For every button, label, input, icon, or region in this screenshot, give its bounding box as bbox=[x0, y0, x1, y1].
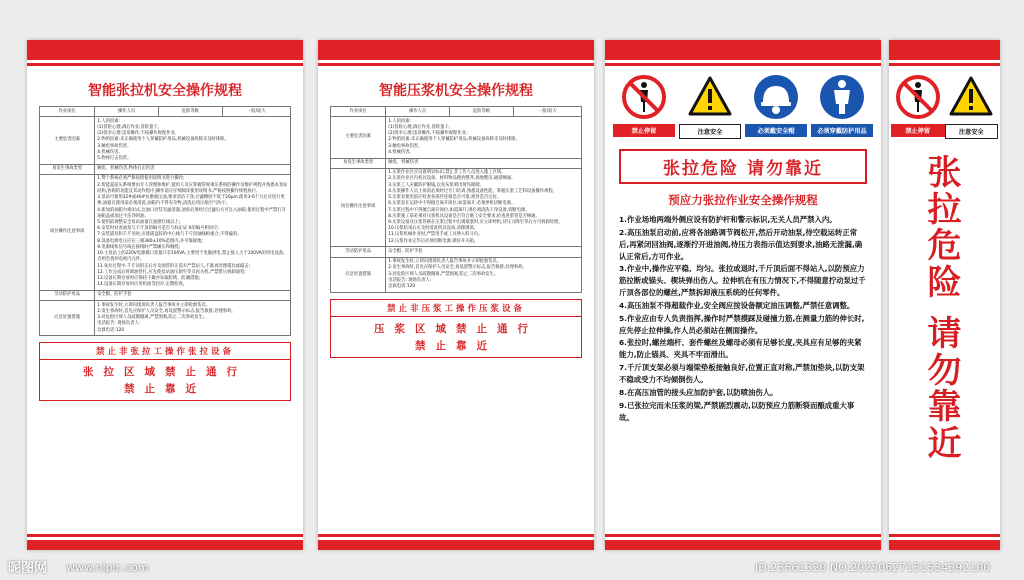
big-warning: 张拉危险 请勿靠近 bbox=[619, 149, 867, 184]
row-line: 2.压浆作业区内机具设备、材料物品摆放整齐,场地整洁,通道畅通。 bbox=[388, 176, 516, 182]
row-value bbox=[95, 174, 291, 290]
row-line: 急救电话:120 bbox=[388, 283, 416, 289]
rules-subtitle: 预应力张拉作业安全操作规程 bbox=[668, 193, 818, 207]
table-row bbox=[40, 301, 291, 336]
level-label: 危险等级 bbox=[158, 107, 222, 117]
watermark-id: ID:23561320 NO:20250627151534392100 bbox=[755, 561, 991, 574]
table-row bbox=[331, 117, 582, 158]
safety-sign bbox=[745, 74, 807, 139]
row-line: 1.人的因素: bbox=[97, 118, 120, 124]
row-line: 4.机械伤害。 bbox=[97, 149, 123, 155]
helmet-icon bbox=[745, 74, 807, 120]
sign-caption: 必须戴安全帽 bbox=[745, 124, 807, 137]
row-line: 3.触电事故伤害。 bbox=[97, 143, 132, 149]
sign-caption: 禁止停留 bbox=[891, 124, 945, 137]
warning-line-1: 禁止非张拉工操作张拉设备 bbox=[40, 343, 290, 360]
rule-item: 7.千斤顶支架必须与端梁垫板接触良好,位置正直对称,严禁加垫块,以防支架不稳或受力不均倾倒伤人。 bbox=[619, 363, 865, 384]
level-label: 危险等级 bbox=[450, 107, 514, 117]
safety-sign bbox=[679, 74, 741, 139]
rule-item: 8.在高压油管的接头应加防护套,以防喷油伤人。 bbox=[619, 387, 778, 397]
watermark-logo: 昵图网 bbox=[8, 561, 48, 576]
row-line: 触电、机械伤害,物体打击伤害 bbox=[97, 166, 155, 172]
row-value bbox=[95, 290, 291, 300]
row-value bbox=[95, 301, 291, 336]
row-line: 电话报告: 现场负责人: bbox=[97, 321, 141, 327]
row-line: 7.压浆过程中不得擅自离开岗位,如需离开,则必须清洗干净设备,切断电源。 bbox=[388, 207, 530, 213]
row-line: 2.物的因素:未正确使用个人穿戴防护用品,机械设备故障未及时排除。 bbox=[388, 137, 520, 143]
sign-caption: 必须穿戴防护用品 bbox=[811, 124, 873, 137]
row-line: 1.压浆作业区应设置明显标识,禁止非工作人员进入施工区域。 bbox=[388, 170, 506, 176]
post-value: 操作人员 bbox=[386, 107, 450, 117]
post-label: 作业岗位 bbox=[40, 107, 95, 117]
panel2-title: 智能压浆机安全操作规程 bbox=[379, 83, 533, 99]
row-line: 1.警个系统必须严格按照使用说明书进行操作; bbox=[97, 176, 185, 182]
safety-sign bbox=[891, 74, 945, 139]
bottom-red-bar bbox=[605, 540, 881, 550]
row-key: 劳动防护用品 bbox=[40, 290, 95, 300]
post-value: 操作人员 bbox=[95, 107, 159, 117]
row-line: 4.压浆操作人员上岗前必须经过专门培训,熟悉设备性能、掌握压浆工艺和设备操作规程。 bbox=[388, 188, 557, 194]
row-line: 10.压浆结束后应及时清洗机具设备,清理现场。 bbox=[388, 226, 479, 232]
row-key: 易发生事故类型 bbox=[331, 158, 386, 168]
panel1-warning-box bbox=[39, 342, 291, 401]
panel2-warning-box bbox=[330, 299, 582, 358]
protective-clothing-icon bbox=[811, 74, 873, 120]
top-red-bar bbox=[27, 40, 303, 60]
watermark-url: www.nipic.com bbox=[66, 561, 149, 574]
row-line: 9.压浆设备及压浆管路在压浆过程中出现堵塞时,应立即停机,待压力降至零后方可拆卸处理。 bbox=[388, 220, 563, 225]
bottom-red-line bbox=[889, 534, 1000, 537]
row-line: 电话报告: 现场负责人: bbox=[388, 277, 432, 283]
safety-sign bbox=[945, 74, 999, 139]
row-line: 2.发生事故时,首先应保护人员安全,再设置警示标志,报告救援,处理事故。 bbox=[97, 308, 236, 314]
row-line: 安全帽、防护手套 bbox=[388, 248, 423, 254]
bottom-red-bar bbox=[318, 540, 594, 550]
table-row bbox=[331, 158, 582, 168]
table-header-row bbox=[331, 107, 582, 117]
row-key: 应急处置措施 bbox=[40, 301, 95, 336]
row-value bbox=[95, 164, 291, 174]
row-value bbox=[386, 117, 582, 158]
table-header-row bbox=[40, 107, 291, 117]
row-value bbox=[386, 168, 582, 247]
row-line: 3.压浆工人应戴防护眼镜,以免灰浆喷出射伤眼睛。 bbox=[388, 182, 484, 188]
table-row bbox=[40, 290, 291, 300]
row-line: (2)侥幸心理:违章操作,不按操作规程作业。 bbox=[97, 131, 180, 137]
warning-line-2: 压浆区域禁止通行 bbox=[374, 322, 538, 335]
row-key: 易发生事故类型 bbox=[40, 164, 95, 174]
row-line: 2.发生事故时,首先应保护人员安全,再设置警示标志,报告救援,处理事故。 bbox=[388, 265, 527, 271]
top-red-bar bbox=[605, 40, 881, 60]
row-line: 11.张拉过程中,千斤顶的正后方及油管的正前方严禁站人,不准再处理锚具或敲击; bbox=[97, 263, 251, 269]
table-row bbox=[40, 174, 291, 290]
row-line: 5.使用前调整安全泵站油量在油窗红线以上; bbox=[97, 220, 181, 225]
rule-item: 3.作业中,操作应平稳、均匀。张拉或退时,千斤顶后面不得站人,以防预应力筋拉断或锚头、楔块弹出伤人。拉伸机在有压力情况下,不得随意拧动泵过千斤顶各部位的螺丝,严禁拆卸液压系统的任何零件。 bbox=[619, 264, 866, 298]
rule-item: 4.高压油泵不得超载作业,安全阀应按设备额定油压调整,严禁任意调整。 bbox=[619, 300, 855, 310]
sign-caption: 注意安全 bbox=[679, 124, 741, 139]
bottom-red-line bbox=[318, 534, 594, 537]
caution-icon bbox=[945, 74, 999, 120]
row-key: 劳动防护用品 bbox=[331, 247, 386, 257]
caution-icon bbox=[679, 74, 741, 120]
warning-line-2: 张拉区域禁止通行 bbox=[83, 366, 247, 379]
row-line: 12.压浆作业完毕后必须切断电源,锁好开关箱。 bbox=[388, 238, 479, 244]
row-line: (2)侥幸心理:违章操作,不按操作规程作业。 bbox=[388, 131, 471, 137]
vertical-warning-text: 张 拉 危 险 请 勿 靠 近 bbox=[927, 153, 962, 465]
row-line: 8.压浆施工前必须对压浆机具设备是否符合施工安全要求,检查进浆管是否畅通。 bbox=[388, 213, 540, 219]
row-key: 主要危害因素 bbox=[331, 117, 386, 158]
row-line: (1)冒险心理;酒后作业,冒险蛮干。 bbox=[97, 124, 162, 130]
row-line: 14.设备长期存放时应用机油等封存,定期检查。 bbox=[97, 282, 188, 288]
panel-vertical-warning bbox=[889, 40, 1000, 550]
row-line: 安全帽、防护手套 bbox=[97, 292, 132, 298]
top-red-line bbox=[318, 63, 594, 66]
row-line: 1.事故发生时,立即向现场负责人报告事故并立即抢救伤员。 bbox=[388, 259, 502, 265]
row-line: 4.机械伤害。 bbox=[388, 149, 414, 155]
post-label: 作业岗位 bbox=[331, 107, 386, 117]
row-line: 12.工作完成后将卸油管打,应先使泵站油压卸至零点再关机,严禁带压拆卸油管; bbox=[97, 269, 246, 275]
row-line: 8.设备电源电压应在三相380±10%范围内,并可靠接地; bbox=[97, 238, 203, 244]
level-value: 一般/较大 bbox=[513, 107, 581, 117]
row-line: 13.设备长期存放时应保持干燥并采取防锈、防潮措施; bbox=[97, 275, 201, 281]
rule-item: 2.高压油泵启动前,应将各油路调节阀松开,然后开动油泵,待空载运转正常后,再紧闭回油阀,逐渐拧开进油阀,待压力表指示值达到要求,油路无泄漏,确认正常后,方可作业。 bbox=[619, 227, 863, 261]
safety-sign bbox=[811, 74, 873, 139]
row-line: 11.压浆机械作业时,严禁用手或工具伸入料斗内。 bbox=[388, 232, 483, 238]
row-line: 2.智能超前压系统要由专人管理和维护,使用人员应掌握常规项压系统的操作及维护规程并熟悉本泵站结构,各阀的功能及其动作程序;操作前应仔细阅读使用说明书,严格按照操作规程执行。 bbox=[97, 182, 288, 194]
warning-line-3: 禁止靠近 bbox=[124, 383, 206, 396]
row-line: 3.对危险区域人员疏散撤离,严禁围观,防止二次事故发生。 bbox=[97, 315, 208, 321]
row-line: (1)冒险心理;酒后作业,冒险蛮干。 bbox=[388, 124, 453, 130]
panel-grouting-machine bbox=[318, 40, 594, 550]
table-row bbox=[40, 164, 291, 174]
row-line: 4.新加的油箱为密闭式,注油口处装有滤清器,油泵必须经过过滤后方可注入油箱,使用过程中严禁打开油箱盖或加注不洁净的油。 bbox=[97, 207, 286, 219]
row-line: 触电、机械伤害 bbox=[388, 160, 419, 166]
bottom-red-line bbox=[27, 534, 303, 537]
row-key: 岗位操作注意事项 bbox=[331, 168, 386, 247]
table-row bbox=[331, 247, 582, 257]
warning-line-1: 禁止非压浆工操作压浆设备 bbox=[331, 300, 581, 317]
row-line: 2.物的因素:未正确使用个人穿戴防护用品,机械设备故障未及时排除。 bbox=[97, 137, 229, 143]
row-line: 1.事故发生时,立即向现场负责人报告事故并立即抢救伤员。 bbox=[97, 302, 211, 308]
row-line: 5.物体打击伤害。 bbox=[97, 156, 132, 162]
rule-item: 9.已张拉完而未压浆的梁,严禁剧烈震动,以防预应力筋断裂而酿成重大事故。 bbox=[619, 400, 855, 422]
row-value bbox=[386, 257, 582, 292]
row-line: 9.电源线和信号线在接线时严禁碾压和缠绕; bbox=[97, 244, 181, 250]
bottom-red-bar bbox=[889, 540, 1000, 550]
panel1-title: 智能张拉机安全操作规程 bbox=[88, 83, 242, 99]
row-line: 7.安装锚具和千斤顶时,应使锚盘较的中心线与千斤顶轴线相重合,不得偏斜。 bbox=[97, 232, 242, 238]
panel1-spec-table bbox=[39, 106, 291, 336]
safety-signs-row bbox=[605, 74, 881, 139]
row-line: 6.安装时对查油泵与千斤顶的编号是否与标定证书的编号相对应; bbox=[97, 226, 219, 232]
row-line: 3.触电事故伤害。 bbox=[388, 143, 423, 149]
table-row bbox=[40, 117, 291, 165]
table-row bbox=[331, 168, 582, 247]
top-red-line bbox=[27, 63, 303, 66]
row-line: 5.压浆泵使用前应检查各部件连接是否可靠,密封是否完好。 bbox=[388, 195, 502, 201]
rule-item: 1.作业场地两端外侧应设有防护杆和警示标识,无关人员严禁入内。 bbox=[619, 215, 837, 224]
top-red-line bbox=[605, 63, 881, 66]
level-value: 一般/较大 bbox=[222, 107, 290, 117]
row-line: 6.压浆泵在运转中不得擅自离开岗位,如需离开,必须停机切断电源。 bbox=[388, 201, 516, 207]
panel-prestress-rules bbox=[605, 40, 881, 550]
sign-caption: 注意安全 bbox=[945, 124, 999, 139]
row-line: 3.对危险区域人员疏散撤离,严禁围观,防止二次事故发生。 bbox=[388, 271, 499, 277]
top-red-bar bbox=[889, 40, 1000, 60]
bottom-red-bar bbox=[27, 540, 303, 550]
row-value bbox=[95, 117, 291, 165]
rule-item: 6.张拉时,螺丝端杆、套件螺丝及螺母必须有足够长度,夹具应有足够的夹紧能力,防止锚具、夹具不牢而滑出。 bbox=[619, 338, 862, 360]
row-value bbox=[386, 247, 582, 257]
panel2-spec-table bbox=[330, 106, 582, 293]
row-line: 10.主泵站上的220V电源插口容量只有100VA,主要用于电脑供电,禁止接入大于100VA的用电设备,否则会烧坏电柜内元件。 bbox=[97, 251, 285, 263]
top-red-bar bbox=[318, 40, 594, 60]
panel-tensioning-machine bbox=[27, 40, 303, 550]
sign-caption: 禁止停留 bbox=[613, 124, 675, 137]
row-line: 急救电话:120 bbox=[97, 327, 125, 333]
safety-signs-row bbox=[889, 74, 1000, 139]
warning-line-3: 禁止靠近 bbox=[415, 339, 497, 352]
row-key: 岗位操作注意事项 bbox=[40, 174, 95, 290]
row-key: 应急处置措施 bbox=[331, 257, 386, 292]
row-line: 3.泵站可使用32#或46#抗磨液压油,要求清洁干净,过滤精度不低于20μm,使用3-6个月后应进行更换,油箱在使用前必须清洗,油箱内不得有杂物,清洗后用压缩空气吹干。 bbox=[97, 195, 285, 207]
row-key: 主要危害因素 bbox=[40, 117, 95, 165]
rule-item: 5.作业应由专人负责指挥,操作时严禁摸踩及碰撞力筋,在测量力筋的伸长时,应先停止拉伸操,作人员必须站在侧面操作。 bbox=[619, 313, 865, 335]
safety-sign bbox=[613, 74, 675, 139]
no-stopping-icon bbox=[891, 74, 945, 120]
rules-list bbox=[619, 214, 867, 423]
row-line: 1.人的因素: bbox=[388, 118, 411, 124]
bottom-red-line bbox=[605, 534, 881, 537]
no-stopping-icon bbox=[613, 74, 675, 120]
table-row bbox=[331, 257, 582, 292]
row-value bbox=[386, 158, 582, 168]
top-red-line bbox=[889, 63, 1000, 66]
